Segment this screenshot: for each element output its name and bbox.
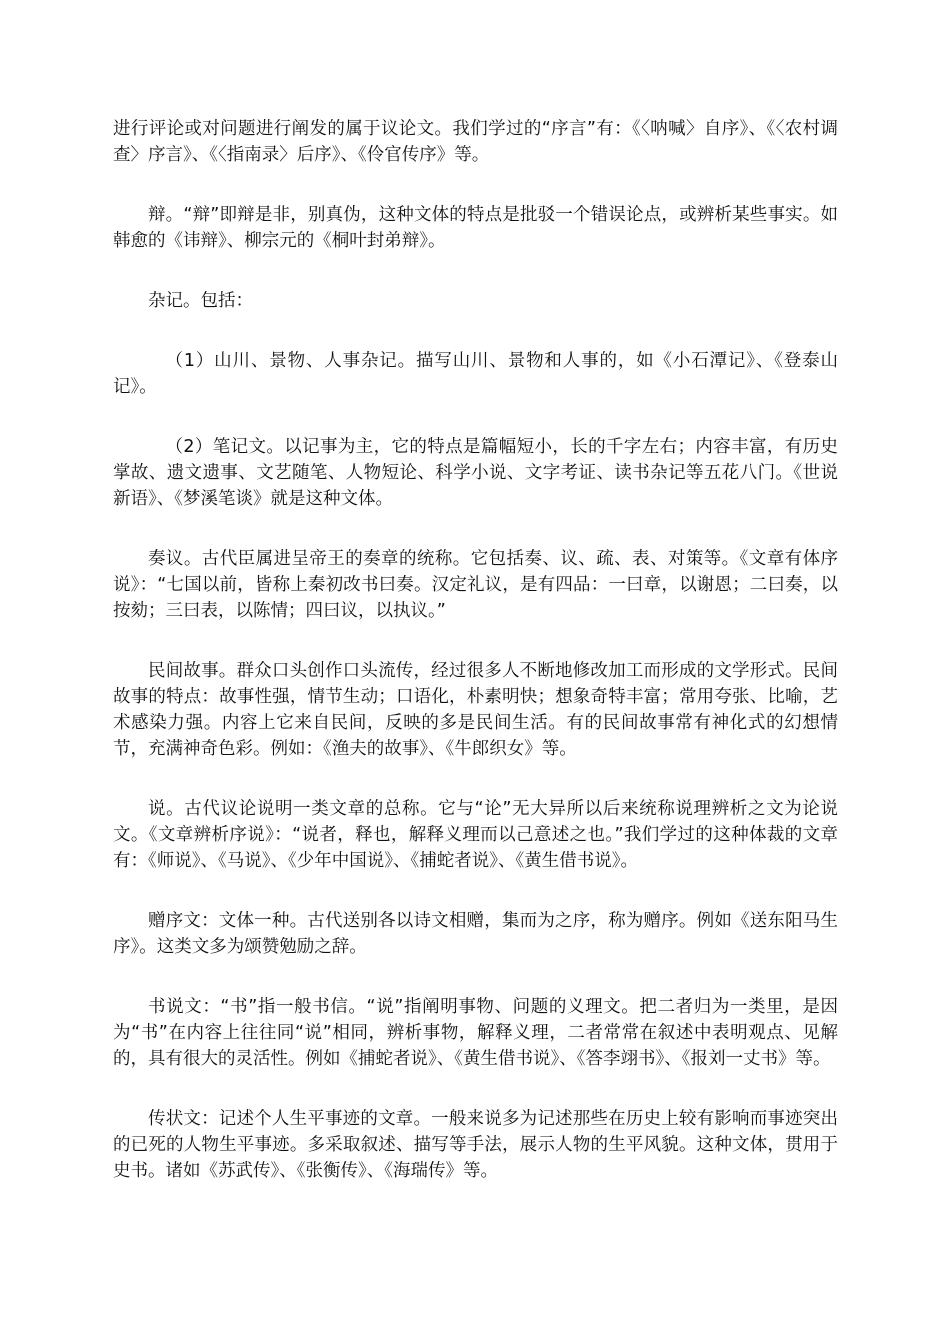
paragraph-zaji-item-2: （2）笔记文。以记事为主，它的特点是篇幅短小，长的千字左右；内容丰富，有历史掌故、遗文遗事、文艺随笔、人物短论、科学小说、文字考证、读书杂记等五花八门。《世说新语》、《梦溪笔谈》就是这种文体。 <box>113 437 838 509</box>
paragraph-folk-tale: 民间故事。群众口头创作口头流传，经过很多人不断地修改加工而形成的文学形式。民间故事的特点：故事性强，情节生动；口语化，朴素明快；想象奇特丰富；常用夸张、比喻，艺术感染力强。内容上它来自民间，反映的多是民间生活。有的民间故事常有神化式的幻想情节，充满神奇色彩。例如：《渔夫的故事》、《牛郎织女》等。 <box>113 661 838 759</box>
paragraph-zaji: 杂记。包括： <box>148 291 253 311</box>
paragraph-zouyi: 奏议。古代臣属进呈帝王的奏章的统称。它包括奏、议、疏、表、对策等。《文章有体序说》：“七国以前，皆称上秦初改书曰奏。汉定礼议，是有四品：一曰章，以谢恩；二曰奏，以按劾；三曰表，以陈情；四曰议，以执议。” <box>113 549 838 621</box>
paragraph-shushuo: 书说文：“书”指一般书信。“说”指阐明事物、问题的义理文。把二者归为一类里，是因为“书”在内容上往往同“说”相同，辨析事物，解释义理，二者常常在叙述中表明观点、见解的，具有很大的灵活性。例如《捕蛇者说》、《黄生借书说》、《答李翊书》、《报刘一丈书》等。 <box>113 997 838 1069</box>
paragraph-zaji-item-1: （1）山川、景物、人事杂记。描写山川、景物和人事的，如《小石潭记》、《登泰山记》。 <box>113 351 838 397</box>
document-body <box>113 116 838 1218</box>
paragraph-zhuanzhuang: 传状文：记述个人生平事迹的文章。一般来说多为记述那些在历史上较有影响而事迹突出的已死的人物生平事迹。多采取叙述、描写等手法，展示人物的生平风貌。这种文体，贯用于史书。诸如《苏武传》、《张衡传》、《海瑞传》等。 <box>113 1109 838 1181</box>
paragraph-shuo: 说。古代议论说明一类文章的总称。它与“论”无大异所以后来统称说理辨析之文为论说文。《文章辨析序说》：“说者，释也，解释义理而以己意述之也。”我们学过的这种体裁的文章有：《师说》、《马说》、《少年中国说》、《捕蛇者说》、《黄生借书说》。 <box>113 799 838 871</box>
paragraph-bian: 辩。“辩”即辩是非，别真伪，这种文体的特点是批驳一个错误论点，或辨析某些事实。如韩愈的《讳辩》、柳宗元的《桐叶封弟辩》。 <box>113 205 838 251</box>
paragraph-zengxu: 赠序文：文体一种。古代送别各以诗文相赠，集而为之序，称为赠序。例如《送东阳马生序》。这类文多为颂赞勉励之辞。 <box>113 911 838 957</box>
paragraph-preface-examples: 进行评论或对问题进行阐发的属于议论文。我们学过的“序言”有：《〈呐喊〉自序》、《〈农村调查〉序言》、《〈指南录〉后序》、《伶官传序》等。 <box>113 119 838 165</box>
